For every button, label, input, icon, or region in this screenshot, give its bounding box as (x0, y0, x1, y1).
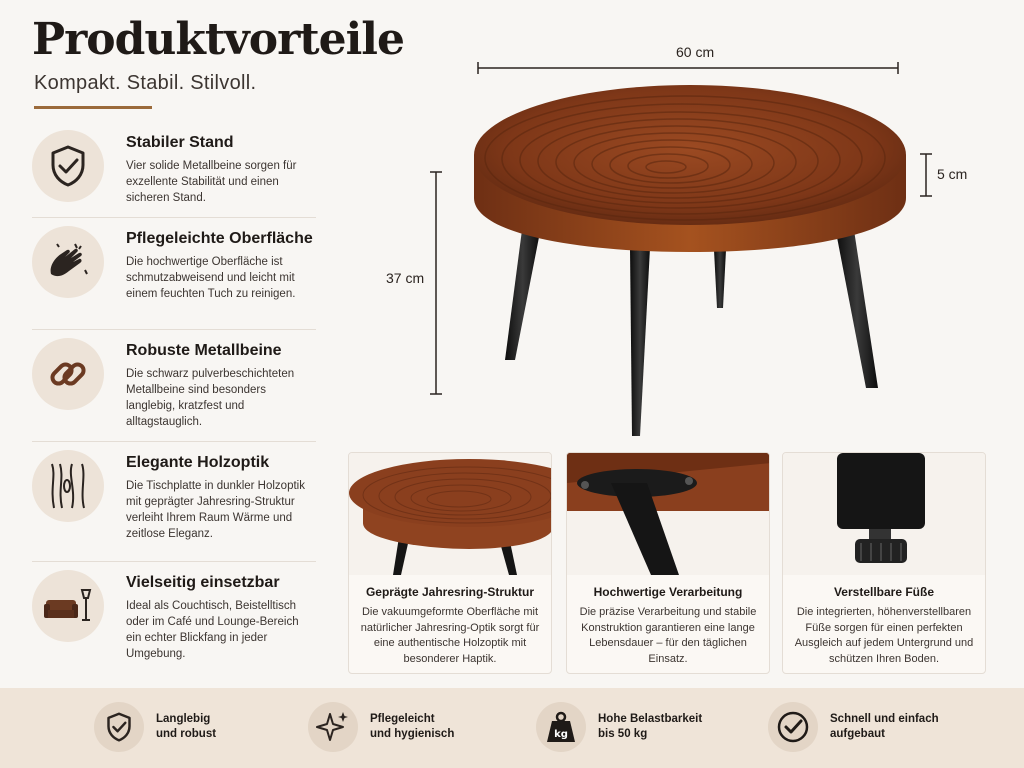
feature-title: Pflegeleichte Oberfläche (126, 230, 313, 247)
detail-title: Geprägte Jahresring-Struktur (365, 585, 535, 599)
table-leg (505, 230, 540, 360)
detail-title: Verstellbare Füße (833, 585, 935, 599)
badge-label: Schnell und einfach aufgebaut (830, 713, 939, 740)
shield-check-icon (32, 130, 104, 202)
weight-kg-icon (536, 702, 586, 752)
detail-card-fuesse (782, 452, 986, 674)
check-circle-icon (768, 702, 818, 752)
table-leg (714, 250, 726, 308)
chain-link-icon (32, 338, 104, 410)
badge-langlebig (94, 702, 216, 752)
detail-card-jahresring (348, 452, 552, 674)
feature-title: Elegante Holzoptik (126, 454, 270, 471)
dimension-height (428, 170, 448, 396)
detail-text: Die präzise Verarbeitung und stabile Konstruktion garantieren eine lange Lebensdauer – für den täglichen Einsatz. (579, 606, 757, 665)
sparkle-icon (308, 702, 358, 752)
feature-item-vielseitig-einsetzbar (32, 562, 316, 662)
thickness-label: 5 cm (937, 166, 968, 182)
detail-card-verarbeitung (566, 452, 770, 674)
feature-item-stabiler-stand (32, 122, 316, 218)
wiping-hand-icon (32, 226, 104, 298)
feature-item-elegante-holzoptik (32, 442, 316, 562)
detail-text: Die vakuumgeformte Oberfläche mit natürlicher Jahresring-Optik sorgt für eine authentische Holzoptik mit besonderer Haptik. (360, 606, 540, 665)
weight-kg-label: kg (554, 729, 568, 740)
feature-title: Robuste Metallbeine (126, 342, 282, 359)
table-leg (630, 248, 650, 436)
badge-aufbau (768, 702, 939, 752)
wood-grain-icon (32, 450, 104, 522)
dimension-width (476, 60, 902, 80)
shield-check-icon (94, 702, 144, 752)
detail-photo-surface (349, 453, 551, 575)
table-leg (836, 230, 878, 388)
page-subtitle: Kompakt. Stabil. Stilvoll. (34, 72, 257, 94)
detail-title: Hochwertige Verarbeitung (593, 585, 743, 599)
feature-title: Vielseitig einsetzbar (126, 574, 280, 591)
badge-label: Langlebig und robust (156, 713, 217, 740)
badge-bar (0, 688, 1024, 768)
width-label: 60 cm (676, 44, 715, 60)
detail-text: Die integrierten, höhenverstellbaren Füße sorgen für einen perfekten Ausgleich auf jedem Untergrund und schützen Ihren Boden. (794, 606, 974, 665)
title-underline (34, 106, 152, 109)
feature-list (32, 122, 316, 662)
feature-text: Die Tischplatte in dunkler Holzoptik mit geprägter Jahresring-Struktur verleiht Ihrem Raum Wärme und zeitlose Eleganz. (126, 480, 305, 540)
dimension-thickness (918, 152, 938, 198)
sofa-lamp-icon (32, 570, 104, 642)
detail-photo-leg-mount (567, 453, 769, 575)
badge-pflegeleicht (308, 702, 454, 752)
feature-text: Die schwarz pulverbeschichteten Metallbeine sind besonders langlebig, kratzfest und alltagstauglich. (126, 368, 295, 428)
height-label: 37 cm (386, 270, 425, 286)
feature-text: Die hochwertige Oberfläche ist schmutzabweisend und leicht mit einem feuchten Tuch zu reinigen. (126, 256, 296, 300)
feature-item-robuste-metallbeine (32, 330, 316, 442)
badge-label: Hohe Belastbarkeit bis 50 kg (598, 713, 703, 740)
feature-text: Ideal als Couchtisch, Beistelltisch oder im Café und Lounge-Bereich ein echter Blickfang in jeder Umgebung. (126, 600, 299, 660)
detail-photo-adjustable-foot (783, 453, 985, 575)
feature-title: Stabiler Stand (126, 134, 234, 151)
feature-text: Vier solide Metallbeine sorgen für exzellente Stabilität und einen sicheren Stand. (126, 160, 297, 204)
page-title: Produktvorteile (32, 14, 405, 65)
table-product-image (460, 80, 930, 450)
badge-label: Pflegeleicht und hygienisch (370, 713, 455, 740)
badge-belastbarkeit (536, 702, 702, 752)
feature-item-pflegeleichte-oberflaeche (32, 218, 316, 330)
